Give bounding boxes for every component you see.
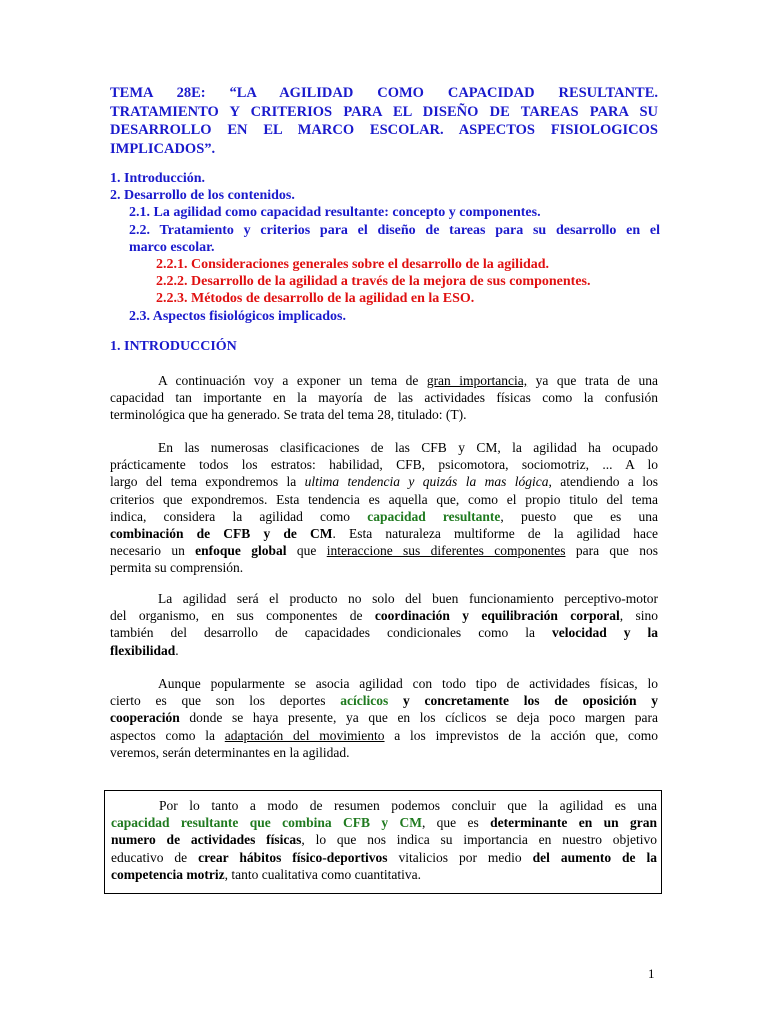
- toc-item: marco escolar.: [129, 239, 215, 255]
- paragraph-line: educativo de crear hábitos físico-deportivos vitalicios por medio del aumento de la: [111, 849, 657, 865]
- paragraph-line: del organismo, en sus componentes de coordinación y equilibración corporal, sino: [110, 608, 659, 624]
- paragraph-line: Aunque popularmente se asocia agilidad con todo tipo de actividades físicas, lo: [158, 676, 658, 691]
- paragraph-line: capacidad resultante que combina CFB y CM, que es determinante en un gran: [111, 815, 657, 831]
- paragraph-line: cierto es que son los deportes acíclicos y concretamente los de oposición y: [110, 693, 658, 709]
- paragraph-line: prácticamente todos los estratos: habilidad, CFB, psicomotora, sociomotriz, ... A lo: [110, 457, 658, 473]
- paragraph-line: largo del tema expondremos la ultima tendencia y quizás la mas lógica, atendiendo a los: [110, 474, 659, 490]
- summary-box: [104, 790, 662, 894]
- paragraph-line: criterios que expondremos. Esta tendencia es aquella que, como el propio titulo del tema: [110, 491, 658, 507]
- paragraph-3: [110, 590, 658, 659]
- toc-item: 2.2.2. Desarrollo de la agilidad a través de la mejora de sus componentes.: [156, 274, 591, 290]
- page-number: 1: [648, 966, 655, 981]
- toc-item: 2.2.3. Métodos de desarrollo de la agilidad en la ESO.: [156, 291, 475, 307]
- title-line: TEMA 28E: “LA AGILIDAD COMO CAPACIDAD RESULTANTE.: [110, 85, 658, 101]
- paragraph-4: [110, 675, 658, 761]
- table-of-contents: [110, 170, 660, 325]
- paragraph-line: aspectos como la adaptación del movimiento a los imprevistos de la acción que, como: [110, 727, 658, 743]
- paragraph-line: flexibilidad.: [110, 642, 179, 658]
- paragraph-line: A continuación voy a exponer un tema de gran importancia, ya que trata de una: [158, 373, 659, 388]
- paragraph-line: Por lo tanto a modo de resumen podemos concluir que la agilidad es una: [159, 798, 657, 813]
- paragraph-line: combinación de CFB y de CM. Esta naturaleza multiforme de la agilidad hace: [110, 526, 659, 542]
- section-heading: 1. INTRODUCCIÓN: [110, 339, 237, 354]
- paragraph-line: cooperación donde se haya presente, ya que en los cíclicos se deja poco margen para: [110, 710, 658, 726]
- toc-item: 2.3. Aspectos fisiológicos implicados.: [129, 308, 347, 324]
- paragraph-line: En las numerosas clasificaciones de las CFB y CM, la agilidad ha ocupado: [158, 440, 658, 455]
- paragraph-2: [110, 439, 658, 577]
- paragraph-line: numero de actividades físicas, lo que nos indica su importancia en nuestro objetivo: [111, 832, 657, 848]
- paragraph-1: [110, 372, 658, 424]
- paragraph-line: veremos, serán determinantes en la agilidad.: [110, 744, 350, 760]
- toc-item: 1. Introducción.: [110, 171, 206, 186]
- paragraph-line: indica, considera la agilidad como capacidad resultante, puesto que es una: [110, 508, 658, 524]
- toc-item: 2.1. La agilidad como capacidad resultante: concepto y componentes.: [129, 205, 541, 221]
- paragraph-line: también del desarrollo de capacidades condicionales como la velocidad y la: [110, 625, 658, 641]
- paragraph-line: competencia motriz, tanto cualitativa como cuantitativa.: [111, 866, 422, 882]
- summary-paragraph: [111, 797, 657, 883]
- paragraph-line: necesario un enfoque global que interaccione sus diferentes componentes para que nos: [110, 543, 659, 559]
- toc-item: 2.2.1. Consideraciones generales sobre el desarrollo de la agilidad.: [156, 257, 550, 273]
- paragraph-line: La agilidad será el producto no solo del buen funcionamiento perceptivo-motor: [158, 591, 658, 606]
- title-line: IMPLICADOS”.: [110, 140, 216, 157]
- title-line: TRATAMIENTO Y CRITERIOS PARA EL DISEÑO DE TAREAS PARA SU: [110, 103, 658, 120]
- document-title: [110, 84, 658, 158]
- paragraph-line: terminológica que ha generado. Se trata del tema 28, titulado: (T).: [110, 407, 467, 423]
- paragraph-line: capacidad tan importante en la mayoría de las actividades físicas como la confusión: [110, 390, 658, 406]
- toc-item: 2. Desarrollo de los contenidos.: [110, 188, 295, 204]
- toc-item: 2.2. Tratamiento y criterios para el diseño de tareas para su desarrollo en el: [129, 222, 660, 238]
- paragraph-line: permita su comprensión.: [110, 560, 244, 576]
- title-line: DESARROLLO EN EL MARCO ESCOLAR. ASPECTOS FISIOLOGICOS: [110, 122, 658, 138]
